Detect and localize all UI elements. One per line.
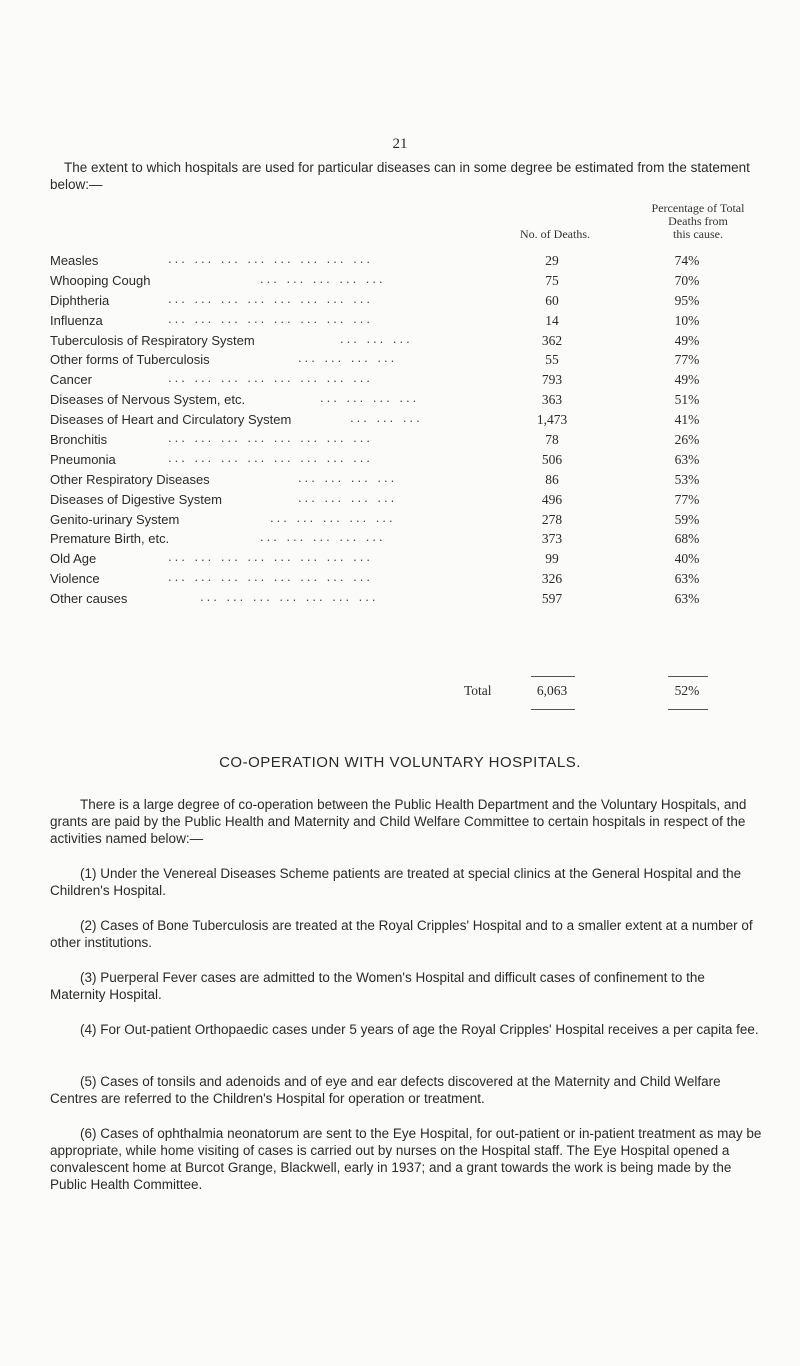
cause-label: Other causes [50,591,128,607]
total-rule-bottom-deaths [531,709,575,710]
leader-dots: ... ... ... ... [298,350,398,366]
leader-dots: ... ... ... ... ... ... ... ... [168,430,373,446]
cause-label: Whooping Cough [50,272,151,288]
deaths-value: 278 [541,511,563,527]
cause-label: Measles [50,253,99,268]
cause-label: Other forms of Tuberculosis [50,352,210,368]
percentage-value: 59% [674,511,700,527]
leader-dots: ... ... ... ... ... ... ... ... [168,569,373,585]
leader-dots: ... ... ... ... ... ... ... ... [168,310,373,326]
percentage-header-line2: Deaths from [668,214,728,228]
page-number: 21 [392,136,408,152]
percentage-value: 41% [674,412,700,428]
leader-dots: ... ... ... ... ... ... ... ... [168,449,373,465]
table-row [50,350,770,370]
percentage-value: 95% [674,292,700,308]
deaths-value: 506 [541,451,563,467]
cause-label: Pneumonia [50,451,116,467]
leader-dots: ... ... ... ... ... ... ... ... [168,290,373,306]
paragraph-item-4: (4) For Out-patient Orthopaedic cases under 5 years of age the Royal Cripples' Hospital receives a per capita fee. [80,1022,759,1037]
table-row [50,529,770,549]
leader-dots: ... ... ... ... ... [270,509,396,525]
leader-dots: ... ... ... ... [298,469,398,485]
percentage-value: 70% [674,272,700,288]
percentage-value: 74% [674,253,700,268]
percentage-value: 10% [674,312,700,328]
percentage-value: 77% [674,491,700,507]
deaths-value: 373 [541,531,563,547]
total-rule-top-pct [668,676,708,677]
table-row [50,470,770,490]
deaths-value: 75 [545,272,559,288]
deaths-value: 55 [545,352,559,368]
deaths-value: 1,473 [536,412,568,428]
intro-paragraph: The extent to which hospitals are used for particular diseases can in some degree be estimated from the statement below:— [50,160,750,192]
percentage-value: 40% [674,551,700,567]
percentage-header-line3: this cause. [673,227,723,241]
table-row [50,510,770,530]
leader-dots: ... ... ... [340,330,413,346]
percentage-column-header [628,202,768,241]
deaths-table [50,251,770,609]
table-row [50,331,770,351]
deaths-value: 60 [545,292,559,308]
paragraph-item-2: (2) Cases of Bone Tuberculosis are treated at the Royal Cripples' Hospital and to a smaller extent at a number of other institutions. [50,918,753,950]
deaths-value: 496 [541,491,563,507]
deaths-value: 326 [541,571,563,587]
paragraph-cooperation: There is a large degree of co-operation between the Public Health Department and the Voluntary Hospitals, and grants are paid by the Public Health and Maternity and Child Welfare Committee to certain hospitals in respect of the activities named below:— [50,797,747,846]
cause-label: Premature Birth, etc. [50,531,170,547]
percentage-value: 49% [674,372,700,388]
leader-dots: ... ... ... ... ... ... ... [200,589,379,605]
total-percentage: 52% [674,683,700,698]
table-row [50,569,770,589]
table-row [50,251,770,271]
table-row [50,271,770,291]
total-rule-bottom-pct [668,709,708,710]
deaths-value: 793 [541,372,563,388]
table-row [50,490,770,510]
deaths-value: 99 [545,551,559,567]
table-row [50,370,770,390]
leader-dots: ... ... ... ... ... [260,270,386,286]
cause-label: Violence [50,571,100,587]
percentage-value: 26% [674,432,700,448]
paragraph-item-3: (3) Puerperal Fever cases are admitted to the Women's Hospital and difficult cases of confinement to the Maternity Hospital. [50,970,705,1002]
paragraph-item-6: (6) Cases of ophthalmia neonatorum are sent to the Eye Hospital, for out-patient or in-patient treatment as may be appropriate, while home visiting of cases is carried out by nurses on the Hospital staff. The Eye Hospital opened a convalescent home at Burcot Grange, Blackwell, early in 1937; and a grant towards the work is being made by the Public Health Committee. [50,1126,762,1192]
cause-label: Diseases of Heart and Circulatory System [50,412,292,428]
leader-dots: ... ... ... ... ... ... ... ... [168,370,373,386]
table-row [50,450,770,470]
percentage-value: 51% [674,392,700,408]
paragraph-item-1: (1) Under the Venereal Diseases Scheme patients are treated at special clinics at the General Hospital and the Children's Hospital. [50,866,742,898]
cause-label: Diseases of Digestive System [50,491,222,507]
table-row [50,410,770,430]
cause-label: Cancer [50,372,92,388]
table-row [50,589,770,609]
leader-dots: ... ... ... ... ... [260,529,386,545]
cause-label: Diphtheria [50,292,110,308]
deaths-value: 597 [541,591,563,607]
leader-dots: ... ... ... ... ... ... ... ... [168,549,373,565]
percentage-value: 63% [674,451,700,467]
cause-label: Other Respiratory Diseases [50,471,210,487]
leader-dots: ... ... ... ... ... ... ... ... [168,251,373,266]
cause-label: Diseases of Nervous System, etc. [50,392,246,408]
total-rule-top-deaths [531,676,575,677]
percentage-header-line1: Percentage of Total [651,201,745,215]
paragraph-item-5: (5) Cases of tonsils and adenoids and of eye and ear defects discovered at the Maternity and Child Welfare Centres are referred to the Children's Hospital for operation or treatment. [50,1074,721,1106]
table-row [50,549,770,569]
percentage-value: 68% [674,531,700,547]
leader-dots: ... ... ... ... [320,390,420,406]
leader-dots: ... ... ... [350,410,423,426]
deaths-value: 363 [541,392,563,408]
cause-label: Influenza [50,312,103,328]
cause-label: Tuberculosis of Respiratory System [50,332,255,348]
deaths-value: 362 [541,332,563,348]
total-deaths: 6,063 [536,683,568,698]
table-row [50,390,770,410]
percentage-value: 49% [674,332,700,348]
table-row [50,291,770,311]
section-heading: CO-OPERATION WITH VOLUNTARY HOSPITALS. [219,754,581,771]
deaths-column-header: No. of Deaths. [520,227,590,241]
percentage-value: 63% [674,591,700,607]
percentage-value: 53% [674,471,700,487]
deaths-value: 86 [545,471,559,487]
deaths-value: 14 [545,312,559,328]
table-row [50,430,770,450]
percentage-value: 63% [674,571,700,587]
leader-dots: ... ... ... ... [298,489,398,505]
deaths-value: 29 [545,253,559,268]
cause-label: Genito-urinary System [50,511,180,527]
total-label: Total [464,683,492,698]
deaths-value: 78 [545,432,559,448]
cause-label: Bronchitis [50,432,108,448]
cause-label: Old Age [50,551,97,567]
table-row [50,311,770,331]
percentage-value: 77% [674,352,700,368]
